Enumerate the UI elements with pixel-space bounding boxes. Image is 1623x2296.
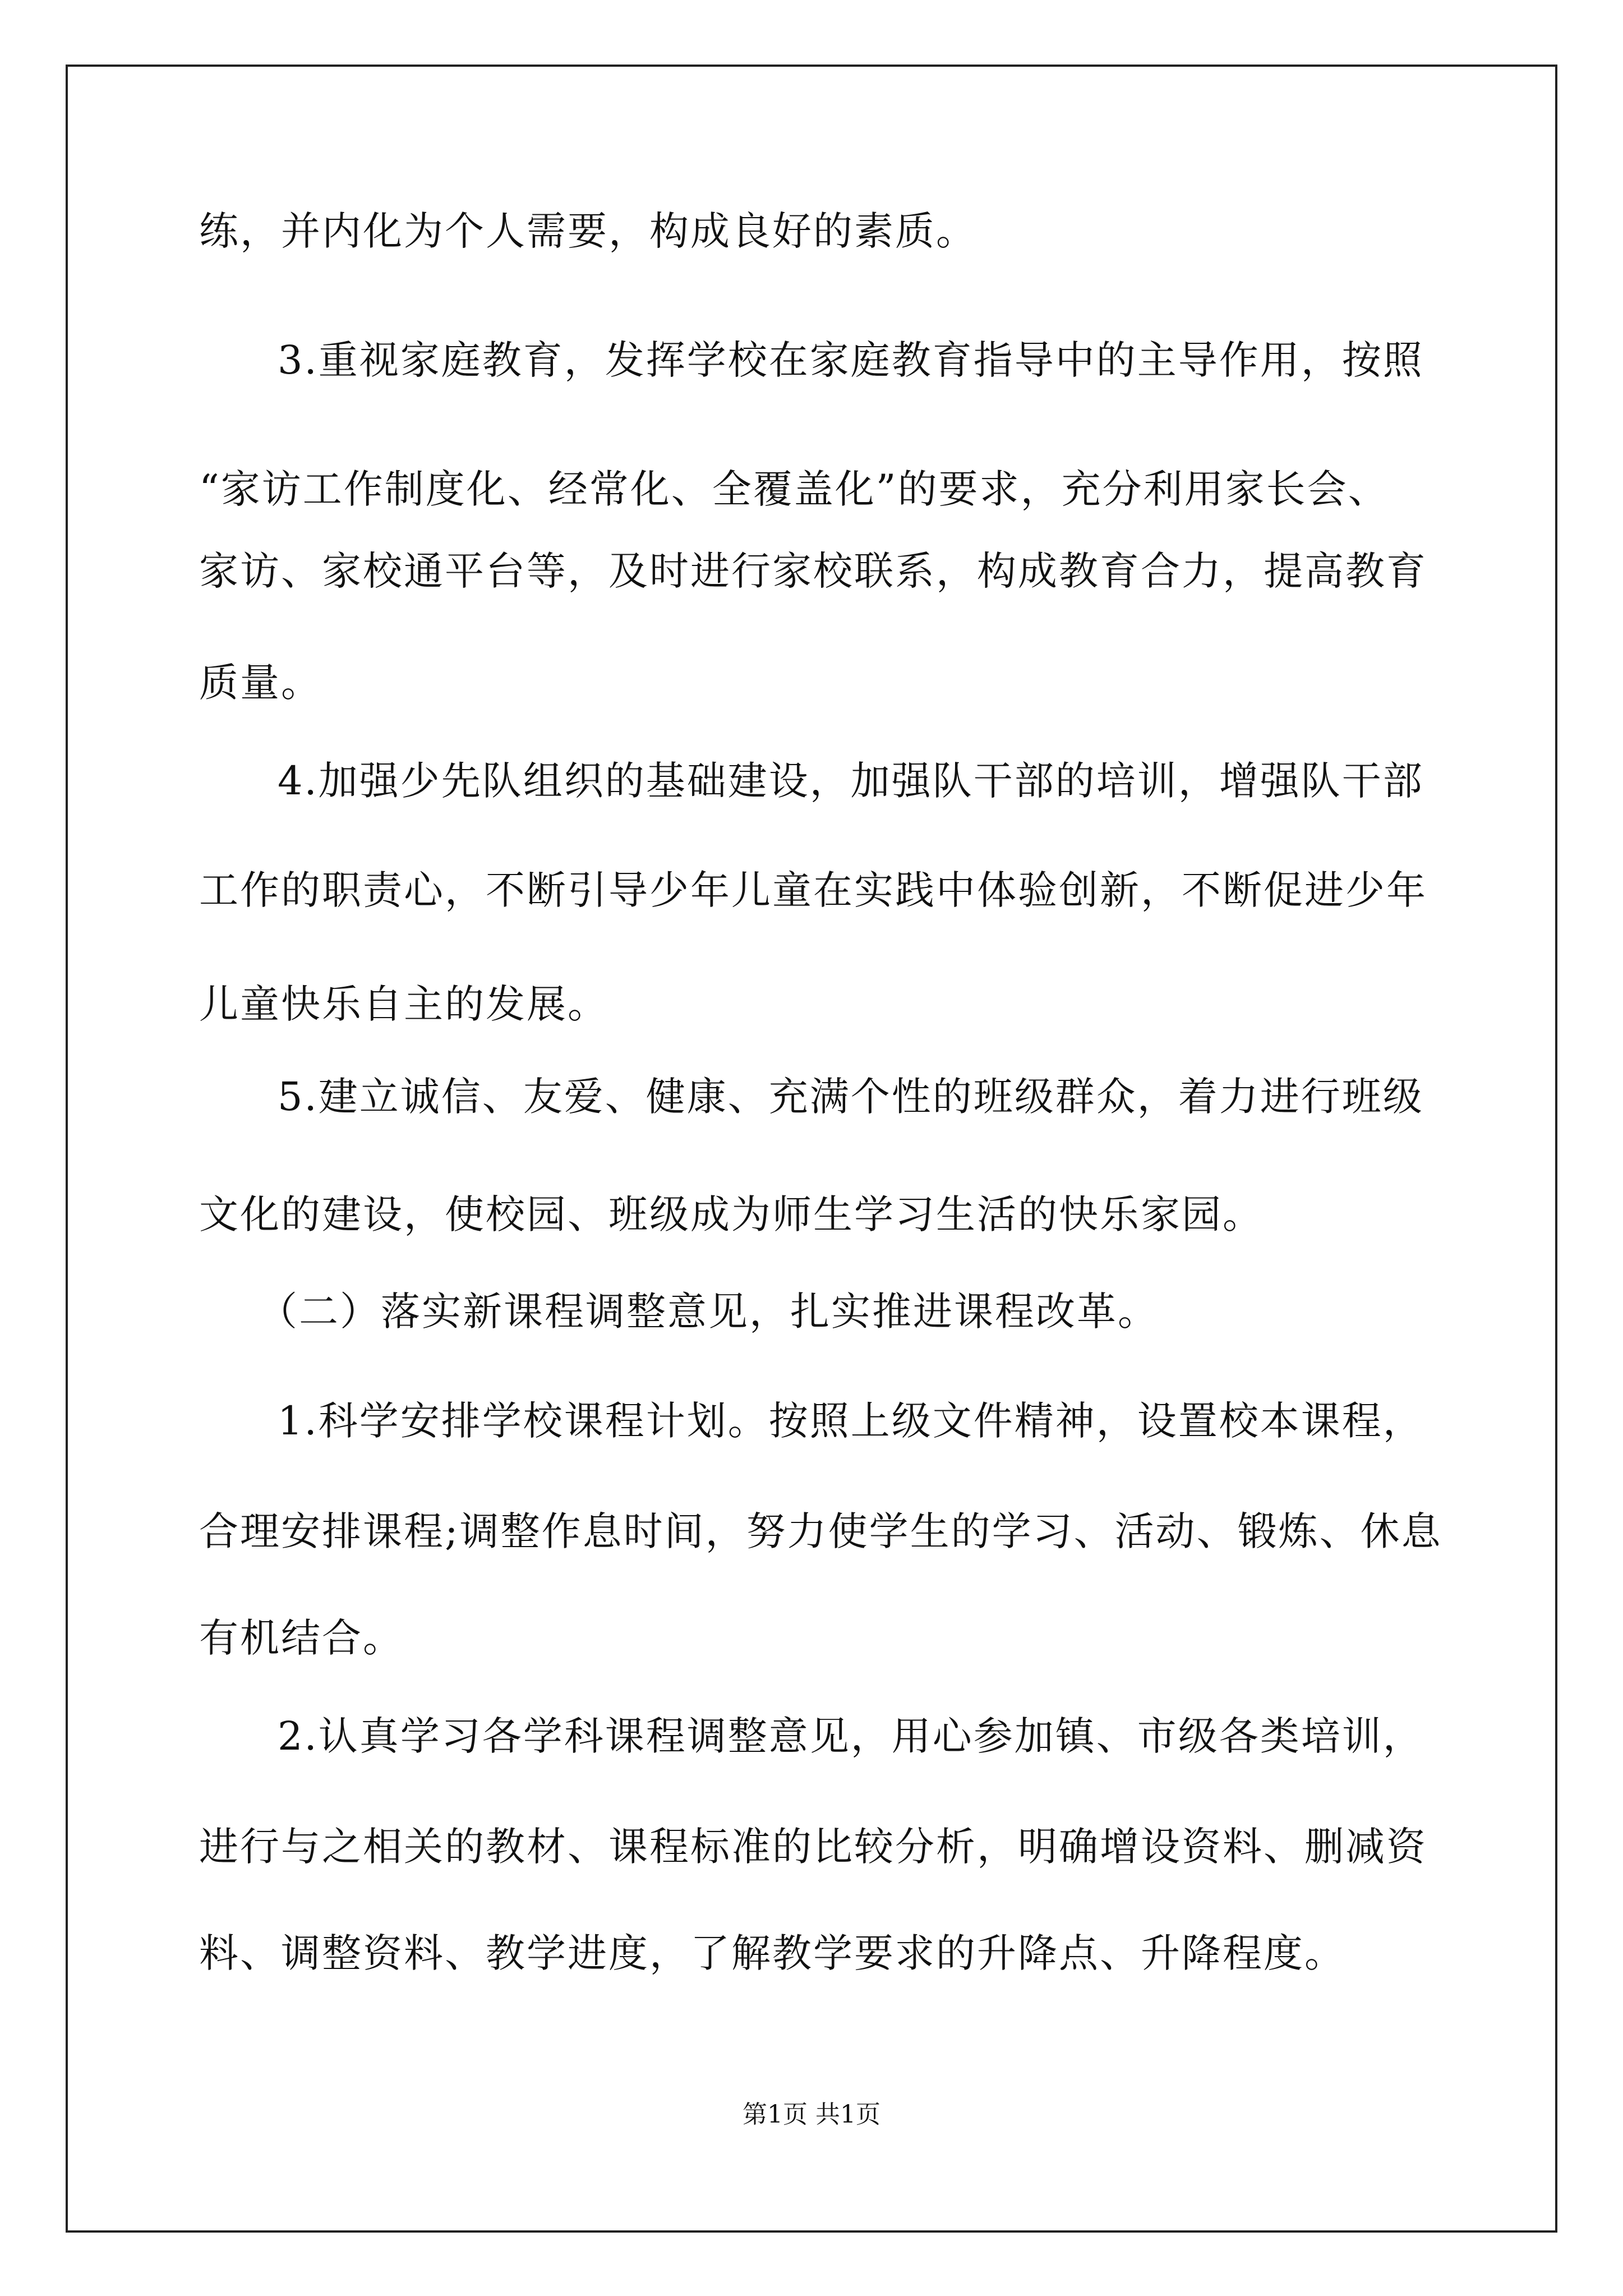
section-heading: （二）落实新课程调整意见，扎实推进课程改革。 [258,1289,1159,1335]
text-line: 家访、家校通平台等，及时进行家校联系，构成教育合力，提高教育 [199,548,1427,594]
text-line: 文化的建设，使校园、班级成为师生学习生活的快乐家园。 [199,1191,1264,1237]
paragraph-5-start: 5.建立诚信、友爱、健康、充满个性的班级群众，着力进行班级 [278,1074,1424,1120]
paragraph-1-start: 1.科学安排学校课程计划。按照上级文件精神，设置校本课程， [278,1398,1424,1444]
page-footer: 第1页 共1页 [743,2100,880,2129]
text-line: 进行与之相关的教材、课程标准的比较分析，明确增设资料、删减资 [199,1824,1427,1870]
paragraph-2-start: 2.认真学习各学科课程调整意见，用心参加镇、市级各类培训， [278,1713,1424,1759]
text-line: 质量。 [199,660,322,706]
text-line: “家访工作制度化、经常化、全覆盖化”的要求，充分利用家长会、 [199,466,1389,512]
text-line: 练，并内化为个人需要，构成良好的素质。 [199,208,977,254]
text-line: 儿童快乐自主的发展。 [199,981,608,1027]
text-line: 料、调整资料、教学进度，了解教学要求的升降点、升降程度。 [199,1930,1345,1976]
text-line: 有机结合。 [199,1615,404,1661]
paragraph-4-start: 4.加强少先队组织的基础建设，加强队干部的培训，增强队干部 [278,758,1424,804]
text-line: 工作的职责心，不断引导少年儿童在实践中体验创新，不断促进少年 [199,867,1427,913]
text-line: 合理安排课程;调整作息时间，努力使学生的学习、活动、锻炼、休息 [199,1508,1442,1554]
paragraph-3-start: 3.重视家庭教育，发挥学校在家庭教育指导中的主导作用，按照 [278,337,1424,383]
page-border [66,65,1557,2233]
